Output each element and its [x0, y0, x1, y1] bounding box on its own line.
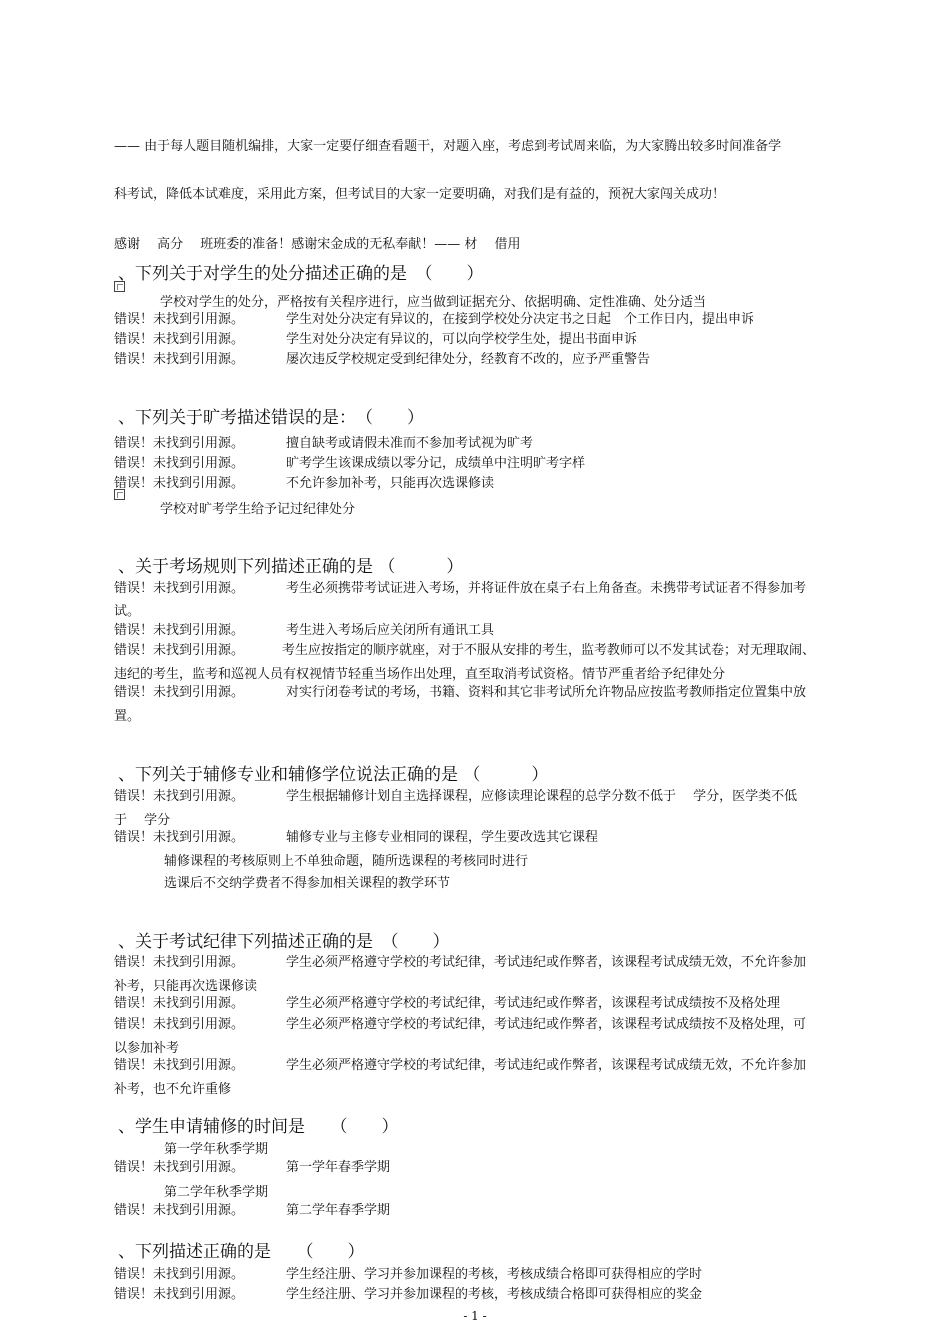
- question-4-option-1: 错误！未找到引用源。 学生根据辅修计划自主选择课程，应修读理论课程的总学分数不低于 学分，医学类不低: [114, 789, 798, 804]
- page-number: - 1 -: [463, 1309, 487, 1323]
- question-6-option-3: 第二学年秋季学期: [164, 1185, 269, 1200]
- question-5-option-3-cont: 以参加补考: [114, 1041, 180, 1056]
- question-2-title: 、下列关于旷考描述错误的是： （ ）: [118, 408, 424, 428]
- intro-line-2: 科考试，降低本试难度，采用此方案，但考试目的大家一定要明确，对我们是有益的，预祝大家闯关成功！: [114, 187, 726, 202]
- question-2-option-4: 学校对旷考学生给予记过纪律处分: [160, 502, 356, 517]
- checkbox-icon: [114, 281, 125, 292]
- question-6-option-2: 错误！未找到引用源。 第一学年春季学期: [114, 1160, 391, 1175]
- question-5-option-1: 错误！未找到引用源。 学生必须严格遵守学校的考试纪律，考试违纪或作弊者，该课程考试成绩无效，不允许参加: [114, 955, 807, 970]
- checkbox-icon: [114, 489, 125, 500]
- question-5-option-1-cont: 补考，只能再次选课修读: [114, 979, 258, 994]
- question-3-option-4-cont: 置。: [114, 709, 141, 724]
- question-7-title: 、下列描述正确的是 （ ）: [118, 1242, 365, 1262]
- question-4-option-1-cont: 于 学分: [114, 813, 171, 828]
- question-5-option-4: 错误！未找到引用源。 学生必须严格遵守学校的考试纪律，考试违纪或作弊者，该课程考试成绩无效，不允许参加: [114, 1058, 807, 1073]
- question-3-option-4: 错误！未找到引用源。 对实行闭卷考试的考场，书籍、资料和其它非考试所允许物品应按监考教师指定位置集中放: [114, 685, 807, 700]
- intro-line-3: 感谢 高分 班班委的准备！感谢宋金成的无私奉献！—— 材 借用: [114, 237, 521, 252]
- question-3-option-3-cont: 违纪的考生，监考和巡视人员有权视情节轻重当场作出处理，直至取消考试资格。情节严重者给予纪律处分: [114, 667, 726, 682]
- question-4-option-2: 错误！未找到引用源。 辅修专业与主修专业相同的课程，学生要改选其它课程: [114, 830, 599, 845]
- error-reference: 错误！未找到引用源。: [114, 332, 245, 347]
- question-3-title: 、关于考场规则下列描述正确的是 （ ）: [118, 557, 464, 577]
- question-3-option-2: 错误！未找到引用源。 考生进入考场后应关闭所有通讯工具: [114, 623, 495, 638]
- question-1-option-2: 错误！未找到引用源。 学生对处分决定有异议的，在接到学校处分决定书之日起 个工作日内，提出申诉: [114, 310, 866, 330]
- question-3-option-1: 错误！未找到引用源。 考生必须携带考试证进入考场，并将证件放在桌子右上角备查。未携带考试证者不得参加考: [114, 581, 807, 596]
- question-6-option-1: 第一学年秋季学期: [164, 1142, 269, 1157]
- error-reference: 错误！未找到引用源。: [114, 312, 245, 327]
- question-5-title: 、关于考试纪律下列描述正确的是 （ ）: [118, 932, 450, 952]
- question-5-option-3: 错误！未找到引用源。 学生必须严格遵守学校的考试纪律，考试违纪或作弊者，该课程考试成绩按不及格处理，可: [114, 1017, 807, 1032]
- question-1-title: 、下列关于对学生的处分描述正确的是 （ ）: [118, 264, 484, 284]
- question-1-option-1: 学校对学生的处分，严格按有关程序进行，应当做到证据充分、依据明确、定性准确、处分适当: [160, 295, 707, 310]
- question-1-option-4: 错误！未找到引用源。 屡次违反学校规定受到纪律处分，经教育不改的，应予严重警告: [114, 350, 866, 370]
- question-6-title: 、学生申请辅修的时间是 （ ）: [118, 1117, 399, 1137]
- question-1-option-3: 错误！未找到引用源。 学生对处分决定有异议的，可以向学校学生处，提出书面申诉: [114, 330, 866, 350]
- question-3-option-1-cont: 试。: [114, 604, 141, 619]
- intro-line-1: —— 由于每人题目随机编排，大家一定要仔细查看题干，对题入座，考虑到考试周来临，为大家腾出较多时间准备学: [114, 139, 782, 154]
- question-2-option-1: 错误！未找到引用源。 擅自缺考或请假未准而不参加考试视为旷考: [114, 436, 534, 451]
- question-3-option-3: 错误！未找到引用源。 考生应按指定的顺序就座，对于不服从安排的考生，监考教师可以不发其试卷；对无理取闹、: [114, 643, 816, 658]
- question-2-option-2: 错误！未找到引用源。 旷考学生该课成绩以零分记，成绩单中注明旷考字样: [114, 456, 586, 471]
- question-5-option-2: 错误！未找到引用源。 学生必须严格遵守学校的考试纪律，考试违纪或作弊者，该课程考试成绩按不及格处理: [114, 996, 781, 1011]
- question-7-option-1: 错误！未找到引用源。 学生经注册、学习并参加课程的考核，考核成绩合格即可获得相应的学时: [114, 1267, 703, 1282]
- question-4-option-4: 选课后不交纳学费者不得参加相关课程的教学环节: [164, 876, 451, 891]
- question-4-title: 、下列关于辅修专业和辅修学位说法正确的是 （ ）: [118, 765, 549, 785]
- question-6-option-4: 错误！未找到引用源。 第二学年春季学期: [114, 1203, 391, 1218]
- question-5-option-4-cont: 补考，也不允许重修: [114, 1082, 232, 1097]
- error-reference: 错误！未找到引用源。: [114, 352, 245, 367]
- question-4-option-3: 辅修课程的考核原则上不单独命题，随所选课程的考核同时进行: [164, 854, 529, 869]
- question-2-option-3: 错误！未找到引用源。 不允许参加补考，只能再次选课修读: [114, 476, 495, 491]
- question-7-option-2: 错误！未找到引用源。 学生经注册、学习并参加课程的考核，考核成绩合格即可获得相应的奖金: [114, 1287, 703, 1302]
